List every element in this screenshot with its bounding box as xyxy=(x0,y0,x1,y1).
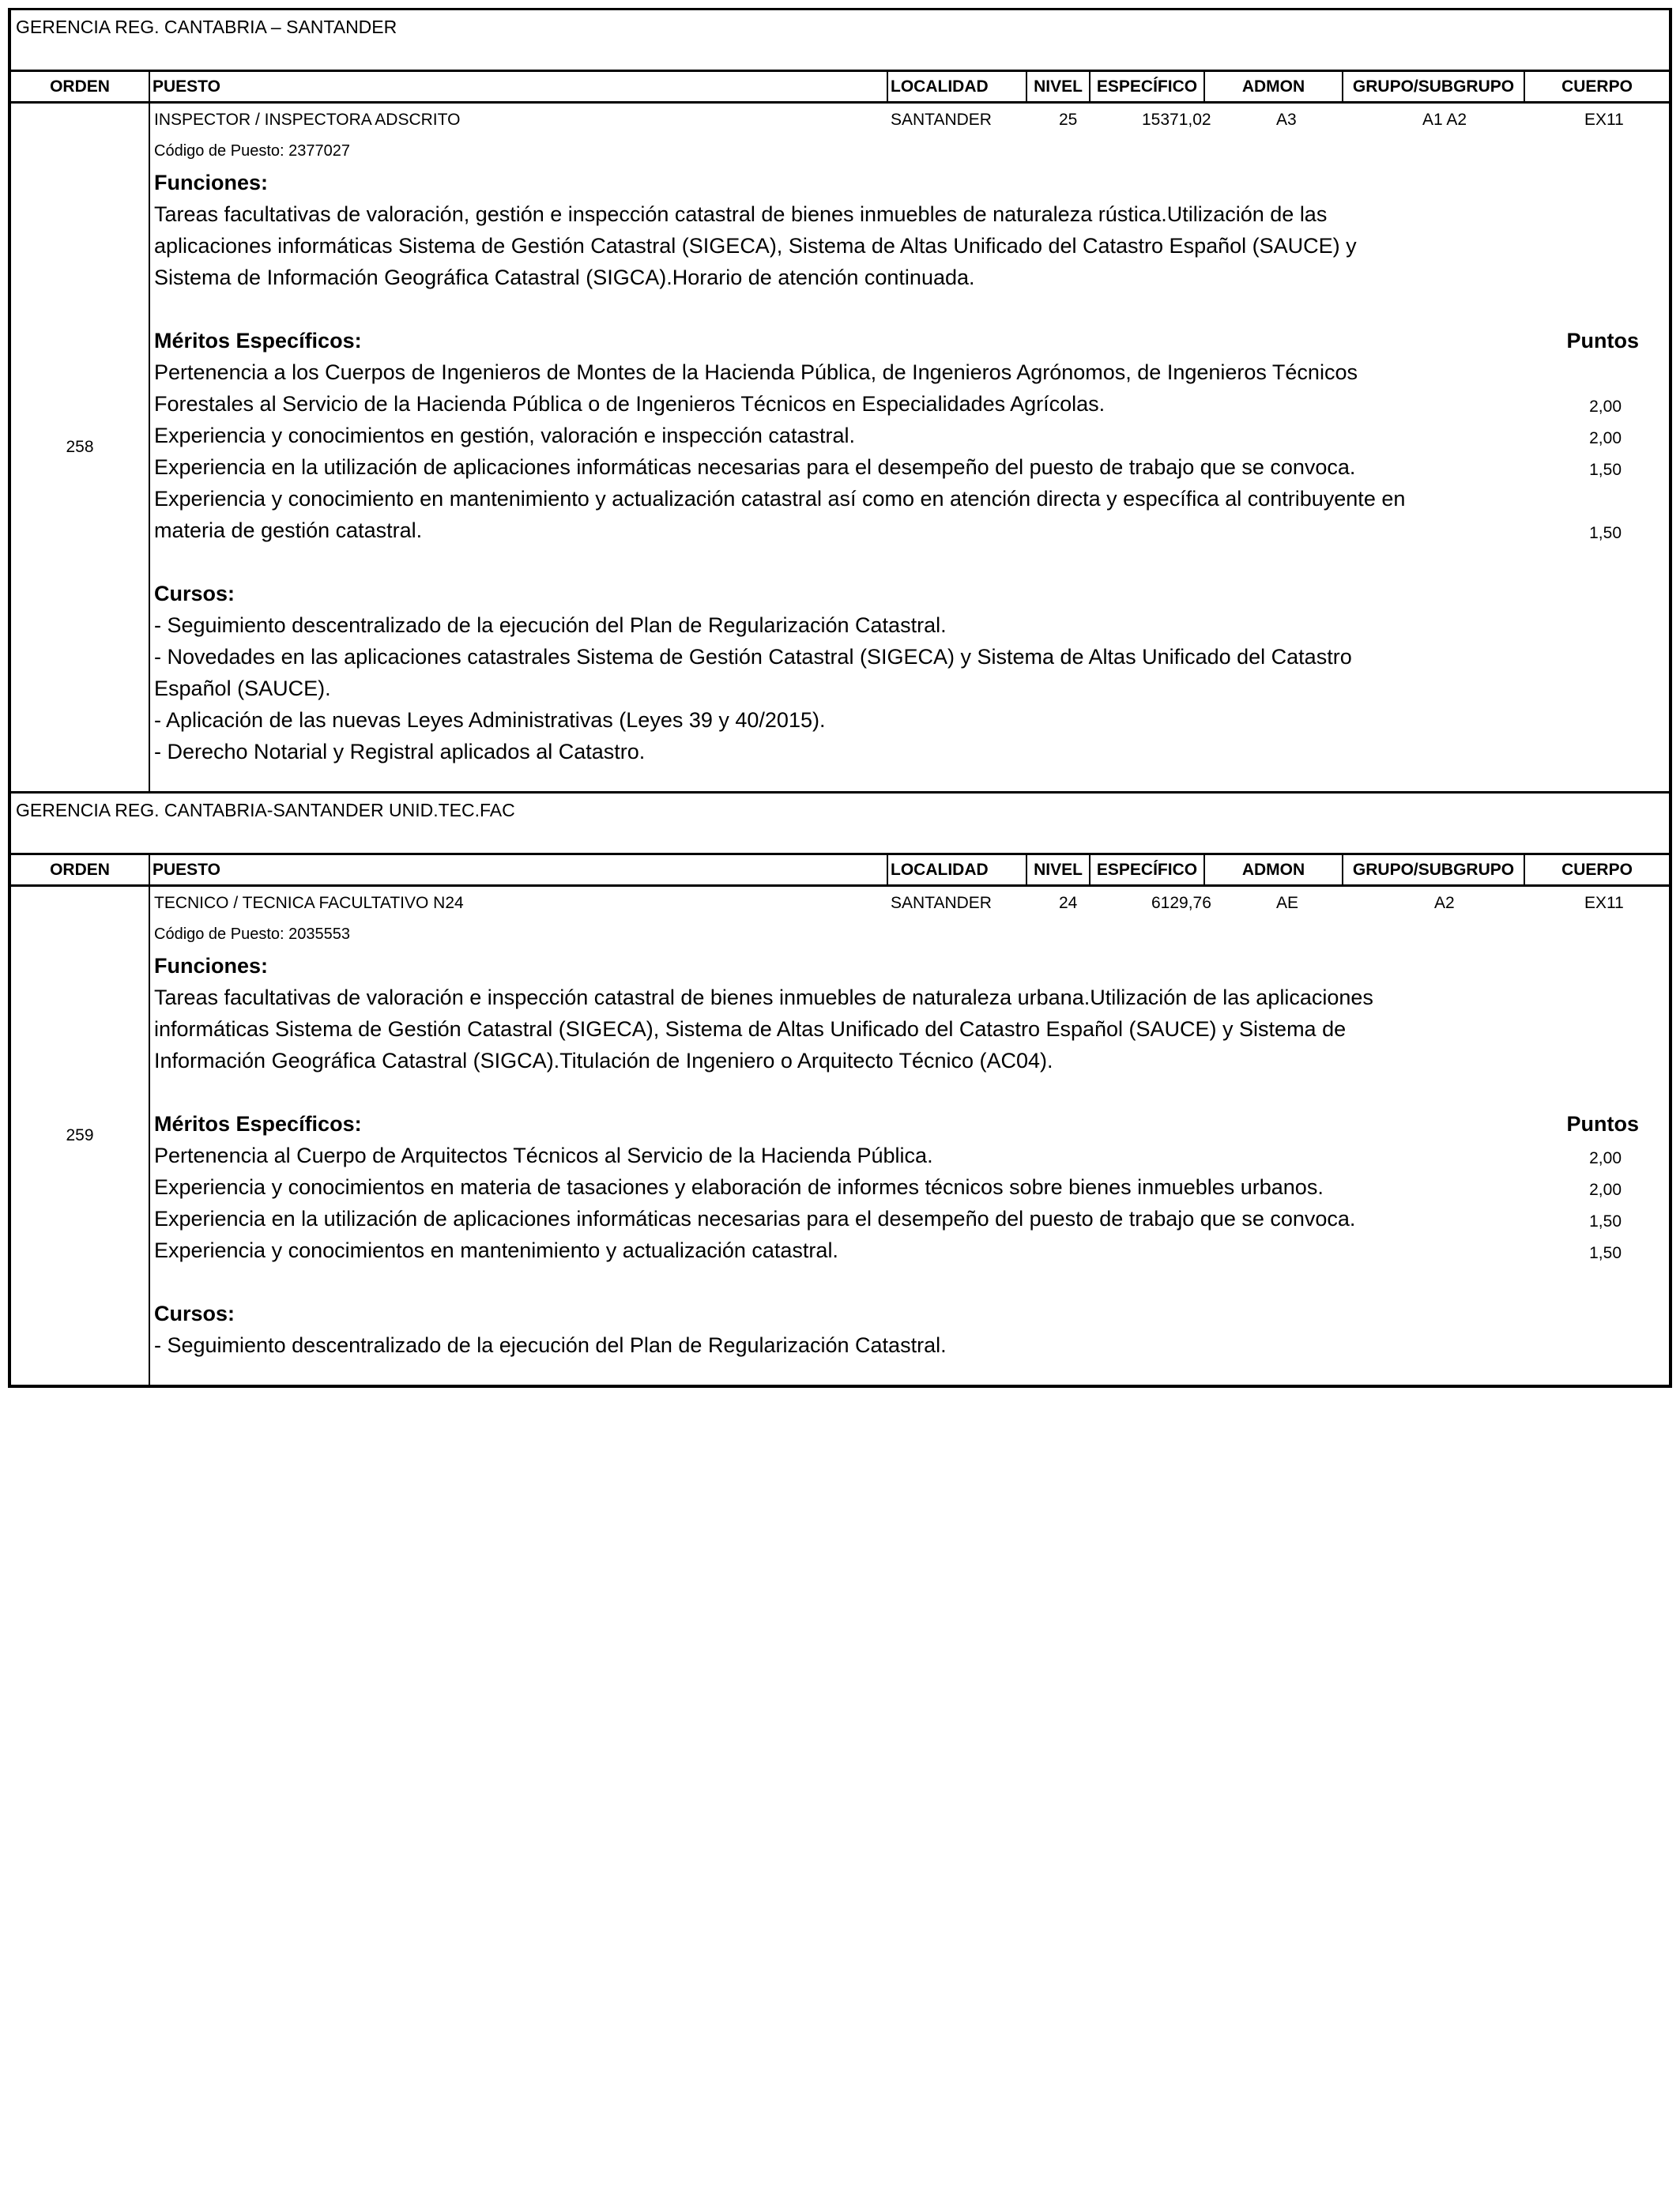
section-259 xyxy=(8,791,1672,1388)
funciones-heading: Funciones: xyxy=(154,171,269,194)
course-item: - Aplicación de las nuevas Leyes Administrativas (Leyes 39 y 40/2015). xyxy=(154,708,826,732)
orden-value: 259 xyxy=(11,887,150,1385)
merit-points: 2,00 xyxy=(1589,429,1622,447)
header-nivel: NIVEL xyxy=(1027,855,1090,884)
merit-points: 1,50 xyxy=(1589,1244,1622,1262)
header-cuerpo: CUERPO xyxy=(1561,77,1633,96)
merit-text: Pertenencia a los Cuerpos de Ingenieros de Montes de la Hacienda Pública, de Ingenieros Agrónomos, de Ingenieros Técnicos Forestales al Servicio de la Hacienda Pública o de Ingenieros Técnicos en Especialidades Agrícolas. xyxy=(154,360,1358,416)
table-header xyxy=(11,855,1669,887)
puesto-value: TECNICO / TECNICA FACULTATIVO N24 xyxy=(154,894,464,912)
header-localidad: LOCALIDAD xyxy=(888,855,1027,884)
header-puesto: PUESTO xyxy=(150,72,888,101)
merit-text: Experiencia y conocimientos en materia de tasaciones y elaboración de informes técnicos sobre bienes inmuebles urbanos. xyxy=(154,1175,1324,1199)
meritos-header xyxy=(154,325,1669,356)
merit-item xyxy=(154,1203,1669,1235)
merit-points: 1,50 xyxy=(1589,1212,1622,1231)
grupo-value: A2 xyxy=(1434,894,1455,912)
table-row xyxy=(11,887,1669,1385)
row-content xyxy=(150,887,1669,1385)
header-grupo: GRUPO/SUBGRUPO xyxy=(1343,855,1525,884)
table-row xyxy=(11,104,1669,791)
position-line xyxy=(154,887,1669,918)
header-grupo: GRUPO/SUBGRUPO xyxy=(1343,72,1525,101)
merit-points: 2,00 xyxy=(1589,398,1622,416)
header-nivel: NIVEL xyxy=(1027,72,1090,101)
merit-item xyxy=(154,420,1669,451)
orden-value: 258 xyxy=(11,104,150,791)
cursos-heading: Cursos: xyxy=(154,1302,235,1325)
admon-value: AE xyxy=(1276,894,1299,912)
merit-item xyxy=(154,451,1669,483)
merit-points: 2,00 xyxy=(1589,1149,1622,1167)
codigo-puesto: Código de Puesto: 2377027 xyxy=(154,142,350,160)
table-header xyxy=(11,72,1669,104)
course-item: - Seguimiento descentralizado de la ejecución del Plan de Regularización Catastral. xyxy=(154,613,947,637)
course-item: - Seguimiento descentralizado de la ejecución del Plan de Regularización Catastral. xyxy=(154,1333,947,1357)
meritos-heading: Méritos Específicos: xyxy=(154,1112,362,1136)
header-admon: ADMON xyxy=(1205,855,1343,884)
funciones-text: Tareas facultativas de valoración, gestión e inspección catastral de bienes inmuebles de naturaleza rústica.Utilización de las aplicaciones informáticas Sistema de Gestión Catastral (SIGECA), Sistema de Altas Unificado del Catastro Español (SAUCE) y Sistema de Información Geográfica Catastral (SIGCA).Horario de atención continuada. xyxy=(154,202,1357,289)
merit-points: 1,50 xyxy=(1589,524,1622,542)
merit-item xyxy=(154,483,1669,546)
unit-title: GERENCIA REG. CANTABRIA-SANTANDER UNID.TEC.FAC xyxy=(11,794,1669,855)
merit-text: Experiencia en la utilización de aplicaciones informáticas necesarias para el desempeño del puesto de trabajo que se convoca. xyxy=(154,455,1356,479)
puesto-value: INSPECTOR / INSPECTORA ADSCRITO xyxy=(154,111,461,129)
course-item: - Derecho Notarial y Registral aplicados al Catastro. xyxy=(154,740,646,763)
header-puesto: PUESTO xyxy=(150,855,888,884)
header-orden: ORDEN xyxy=(11,855,150,884)
merit-item xyxy=(154,356,1669,420)
position-line xyxy=(154,104,1669,135)
meritos-heading: Méritos Específicos: xyxy=(154,329,362,352)
header-orden: ORDEN xyxy=(11,72,150,101)
nivel-value: 24 xyxy=(1059,894,1078,912)
cuerpo-value: EX11 xyxy=(1584,111,1624,129)
grupo-value: A1 A2 xyxy=(1422,111,1467,129)
especifico-value: 15371,02 xyxy=(1142,111,1211,129)
header-cuerpo: CUERPO xyxy=(1561,860,1633,879)
puntos-heading: Puntos xyxy=(1566,1112,1639,1136)
merit-text: Pertenencia al Cuerpo de Arquitectos Técnicos al Servicio de la Hacienda Pública. xyxy=(154,1144,933,1167)
unit-title: GERENCIA REG. CANTABRIA – SANTANDER xyxy=(11,10,1669,72)
admon-value: A3 xyxy=(1276,111,1297,129)
funciones-heading: Funciones: xyxy=(154,954,269,978)
document xyxy=(8,8,1672,1388)
header-especifico: ESPECÍFICO xyxy=(1090,72,1205,101)
merit-points: 2,00 xyxy=(1589,1181,1622,1199)
puntos-heading: Puntos xyxy=(1566,329,1639,352)
cursos-heading: Cursos: xyxy=(154,582,235,605)
codigo-puesto: Código de Puesto: 2035553 xyxy=(154,925,350,943)
section-258 xyxy=(8,8,1672,791)
localidad-value: SANTANDER xyxy=(891,894,992,912)
localidad-value: SANTANDER xyxy=(891,111,992,129)
merit-text: Experiencia y conocimientos en gestión, valoración e inspección catastral. xyxy=(154,424,855,447)
header-localidad: LOCALIDAD xyxy=(888,72,1027,101)
merit-item xyxy=(154,1235,1669,1266)
merit-text: Experiencia en la utilización de aplicaciones informáticas necesarias para el desempeño del puesto de trabajo que se convoca. xyxy=(154,1207,1356,1231)
header-admon: ADMON xyxy=(1205,72,1343,101)
merit-points: 1,50 xyxy=(1589,461,1622,479)
cuerpo-value: EX11 xyxy=(1584,894,1624,912)
header-especifico: ESPECÍFICO xyxy=(1090,855,1205,884)
row-content xyxy=(150,104,1669,791)
course-item: - Novedades en las aplicaciones catastrales Sistema de Gestión Catastral (SIGECA) y Sistema de Altas Unificado del Catastro Español (SAUCE). xyxy=(154,645,1352,700)
meritos-header xyxy=(154,1108,1669,1140)
funciones-text: Tareas facultativas de valoración e inspección catastral de bienes inmuebles de naturaleza urbana.Utilización de las aplicaciones informáticas Sistema de Gestión Catastral (SIGECA), Sistema de Altas Unificado del Catastro Español (SAUCE) y Sistema de Información Geográfica Catastral (SIGCA).Titulación de Ingeniero o Arquitecto Técnico (AC04). xyxy=(154,986,1373,1072)
merit-text: Experiencia y conocimiento en mantenimiento y actualización catastral así como en atención directa y específica al contribuyente en materia de gestión catastral. xyxy=(154,487,1406,542)
nivel-value: 25 xyxy=(1059,111,1078,129)
especifico-value: 6129,76 xyxy=(1151,894,1211,912)
merit-item xyxy=(154,1171,1669,1203)
merit-item xyxy=(154,1140,1669,1171)
merit-text: Experiencia y conocimientos en mantenimiento y actualización catastral. xyxy=(154,1238,838,1262)
